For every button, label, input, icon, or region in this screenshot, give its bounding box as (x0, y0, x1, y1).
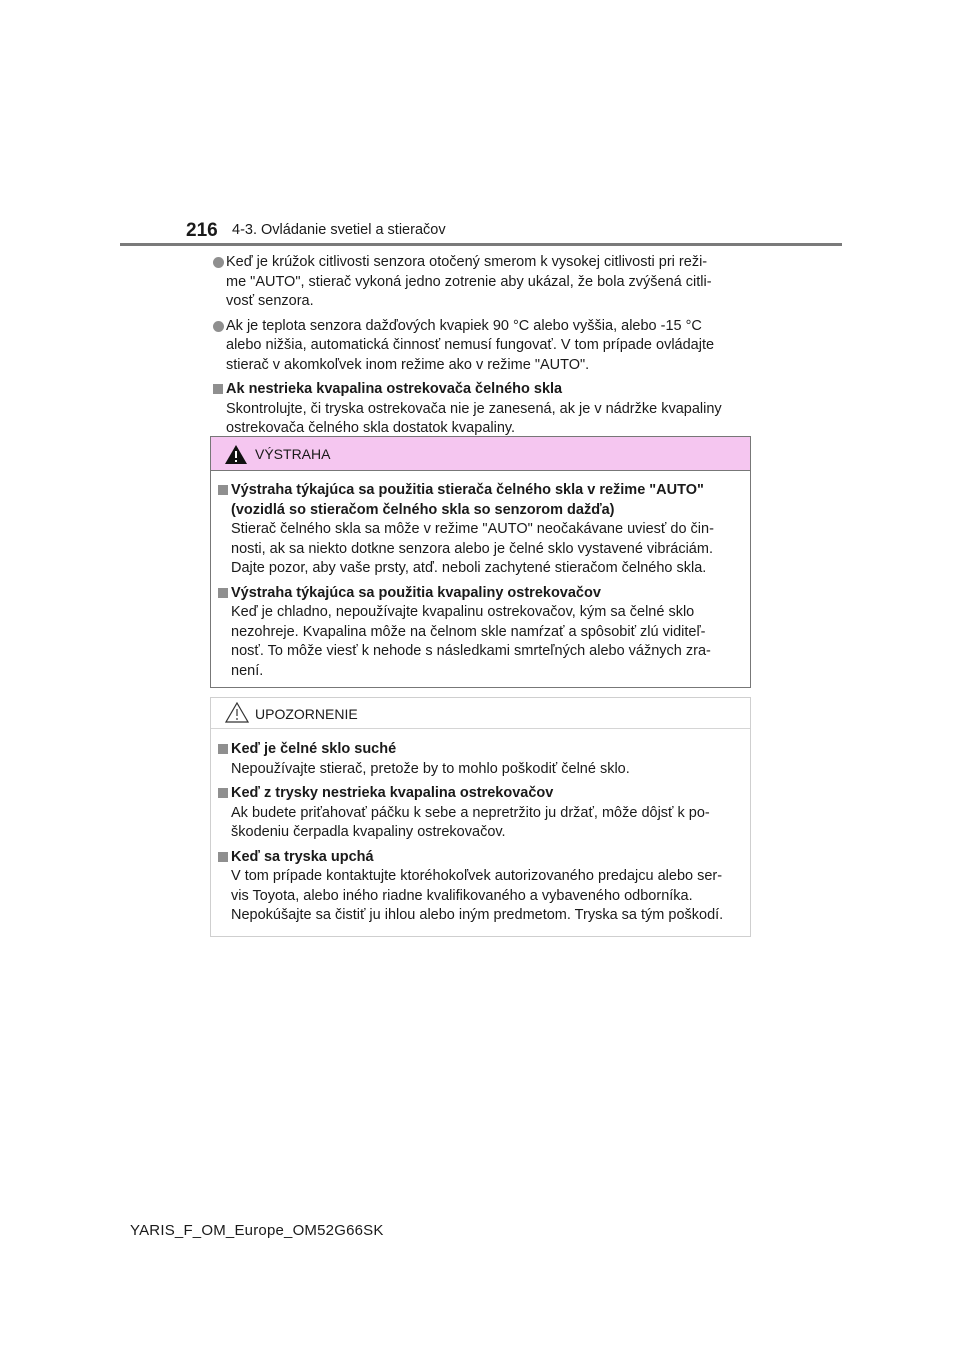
caution-box (210, 697, 751, 937)
warning-body (215, 481, 742, 681)
caution-triangle-icon (225, 702, 249, 723)
caution-item-heading: Keď z trysky nestrieka kvapalina ostrekovačov (215, 784, 742, 804)
caution-header (211, 698, 750, 729)
text-line: Skontrolujte, či tryska ostrekovača nie je zanesená, ak je v nádržke kvapaliny (226, 400, 722, 417)
document-code: YARIS_F_OM_Europe_OM52G66SK (130, 1222, 384, 1239)
warning-box (210, 436, 751, 688)
bullet-line: Ak je teplota senzora dažďových kvapiek 90 °C alebo vyššia, alebo -15 °C (226, 317, 702, 334)
bullet-line: stierač v akomkoľvek inom režime ako v režime "AUTO". (226, 356, 590, 373)
page-number: 216 (186, 220, 218, 241)
caution-item-heading: Keď sa tryska upchá (215, 848, 742, 868)
warning-item-text: Stierač čelného skla sa môže v režime "AUTO" neočakávane uviesť do čin- nosti, ak sa niekto dotkne senzora alebo je čelné sklo vystavené vibráciám. Dajte pozor, aby vaše prsty, atď. neboli zachytené stieračom čelného skla. (231, 521, 714, 576)
caution-item-text: Nepoužívajte stierač, pretože by to mohlo poškodiť čelné sklo. (231, 760, 630, 777)
warning-header (211, 437, 750, 471)
section-title: 4-3. Ovládanie svetiel a stieračov (232, 222, 446, 238)
bullet-line: me "AUTO", stierač vykoná jedno zotrenie aby ukázal, že bola zvýšená citli- (226, 273, 712, 290)
square-bullet-icon (218, 788, 228, 798)
header-rule (120, 243, 842, 246)
washer-heading: Ak nestrieka kvapalina ostrekovača čelného skla (210, 380, 752, 400)
warning-triangle-icon (225, 445, 247, 464)
bullet-line: vosť senzora. (226, 293, 314, 309)
square-bullet-icon (218, 588, 228, 598)
bullet-temperature (210, 317, 752, 376)
bullet-dot-icon (213, 257, 224, 268)
square-bullet-icon (218, 485, 228, 495)
bullet-sensitivity (210, 253, 752, 312)
bullet-dot-icon (213, 321, 224, 332)
washer-text (210, 400, 752, 439)
caution-item-text: Ak budete priťahovať páčku k sebe a nepretržito ju držať, môže dôjsť k po- škodeniu čerpadla kvapaliny ostrekovačov. (231, 804, 710, 840)
caution-item-heading: Keď je čelné sklo suché (215, 740, 742, 760)
caution-item-text: V tom prípade kontaktujte ktoréhokoľvek autorizovaného predajcu alebo ser- vis Toyota, alebo iného riadne kvalifikovaného a vybaveného odborníka. Nepokúšajte sa čistiť ju ihlou alebo iným predmetom. Tryska sa tým poškodí. (231, 868, 724, 923)
square-bullet-icon (218, 852, 228, 862)
main-content (210, 253, 752, 439)
caution-label: UPOZORNENIE (255, 706, 358, 722)
caution-body (215, 740, 742, 926)
text-line: ostrekovača čelného skla dostatok kvapaliny. (226, 420, 516, 436)
square-bullet-icon (213, 384, 223, 394)
warning-item-text: Keď je chladno, nepoužívajte kvapalinu ostrekovačov, kým sa čelné sklo nezohreje. Kvapalina môže na čelnom skle namŕzať a spôsobiť zlú viditeľ- nosť. To môže viesť k nehode s následkami smrteľných alebo vážnych zra- není. (231, 604, 711, 679)
bullet-line: Keď je krúžok citlivosti senzora otočený smerom k vysokej citlivosti pri reži- (226, 254, 708, 270)
bullet-line: alebo nižšia, automatická činnosť nemusí fungovať. V tom prípade ovládajte (226, 337, 715, 353)
warning-item-heading: Výstraha týkajúca sa použitia kvapaliny ostrekovačov (215, 584, 742, 604)
warning-label: VÝSTRAHA (255, 446, 331, 462)
warning-item-heading: Výstraha týkajúca sa použitia stierača čelného skla v režime "AUTO" (vozidlá so stieračom čelného skla so senzorom dažďa) (215, 481, 742, 520)
square-bullet-icon (218, 744, 228, 754)
